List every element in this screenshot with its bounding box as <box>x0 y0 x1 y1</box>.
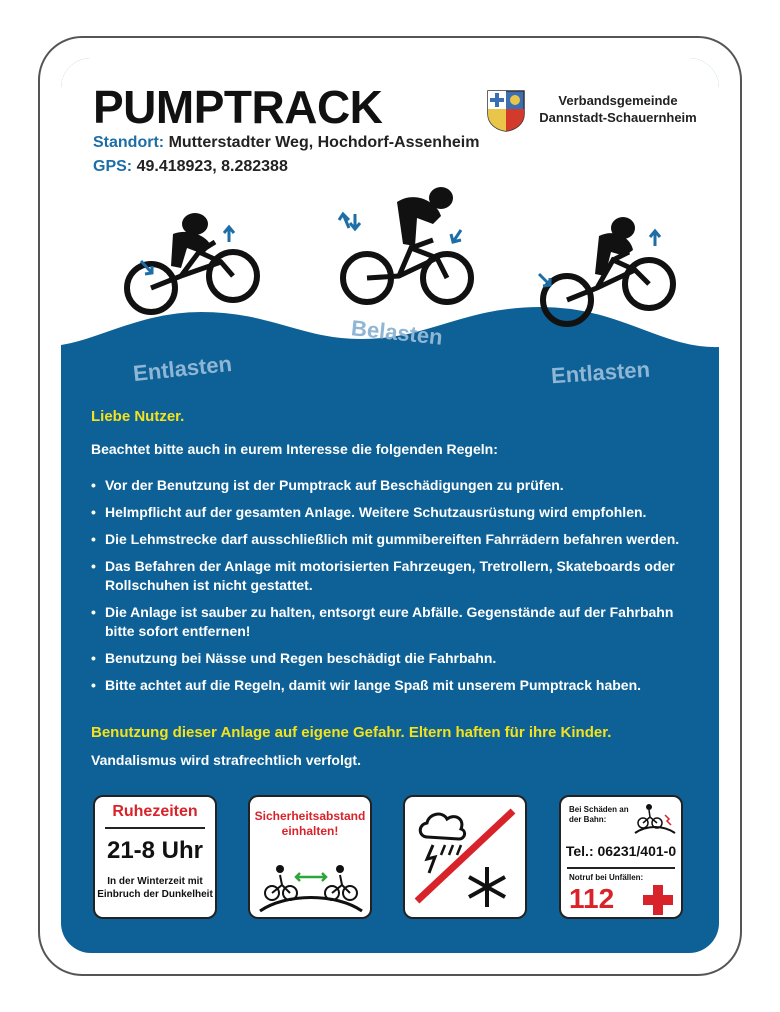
divider <box>105 827 205 829</box>
rider-load-middle-icon <box>333 182 483 312</box>
municipality-line-1: Verbandsgemeinde <box>558 93 678 108</box>
contact-tile <box>559 795 683 919</box>
location-line <box>93 134 479 152</box>
municipality-line-2: Dannstadt-Schauernheim <box>539 110 697 125</box>
rider-unload-left-icon <box>111 206 261 318</box>
phone-number: Tel.: 06231/401-0 <box>565 843 677 859</box>
no-rain-snow-icon <box>405 797 525 917</box>
safety-distance-text: Sicherheitsabstand einhalten! <box>254 809 366 838</box>
municipality-name <box>533 92 703 126</box>
gps-line <box>93 158 288 176</box>
liability-warning: Benutzung dieser Anlage auf eigene Gefahr. Eltern haften für ihre Kinder. <box>91 724 612 741</box>
rule-item: • Die Lehmstrecke darf ausschließlich mit gummibereiften Fahrrädern befahren werden. <box>91 530 701 549</box>
weather-restriction-tile <box>403 795 527 919</box>
red-cross-icon <box>643 885 673 915</box>
two-riders-distance-icon <box>256 857 366 915</box>
quiet-hours-title: Ruhezeiten <box>112 803 198 820</box>
label-unload-left: Entlasten <box>131 350 234 387</box>
vandalism-notice: Vandalismus wird strafrechtlich verfolgt. <box>91 752 361 768</box>
rule-item: • Die Anlage ist sauber zu halten, entsorgt eure Abfälle. Gegenstände auf der Fahrbahn bitte sofort entfernen! <box>91 603 701 641</box>
damaged-track-icon <box>633 803 677 835</box>
rule-item: • Vor der Benutzung ist der Pumptrack auf Beschädigungen zu prüfen. <box>91 476 701 495</box>
quiet-hours-time: 21-8 Uhr <box>106 837 204 864</box>
rule-item: • Das Befahren der Anlage mit motorisierten Fahrzeugen, Tretrollern, Skateboards oder Rollschuhen ist nicht gestattet. <box>91 557 701 595</box>
location-label: Standort: <box>93 134 165 151</box>
greeting: Liebe Nutzer. <box>91 408 185 425</box>
location-value: Mutterstadter Weg, Hochdorf-Assenheim <box>168 134 480 151</box>
sign-panel <box>61 58 719 953</box>
page-title: PUMPTRACK <box>93 81 383 133</box>
quiet-hours-note: In der Winterzeit mit Einbruch der Dunkelheit <box>97 876 213 900</box>
emergency-number: 112 <box>569 883 615 914</box>
rules-list <box>91 476 701 703</box>
rule-item: • Bitte achtet auf die Regeln, damit wir lange Spaß mit unserem Pumptrack haben. <box>91 676 701 695</box>
damage-label: Bei Schäden an der Bahn: <box>569 805 629 824</box>
divider <box>567 867 675 869</box>
gps-value: 49.418923, 8.282388 <box>136 158 288 175</box>
intro-text: Beachtet bitte auch in eurem Interesse die folgenden Regeln: <box>91 441 498 457</box>
rule-item: • Benutzung bei Nässe und Regen beschädigt die Fahrbahn. <box>91 649 701 668</box>
gps-label: GPS: <box>93 158 133 175</box>
municipality-crest-icon <box>487 90 525 132</box>
rider-unload-right-icon <box>531 210 681 330</box>
safety-distance-tile <box>248 795 372 919</box>
label-unload-right: Entlasten <box>550 356 651 389</box>
emergency-label: Notruf bei Unfällen: <box>569 873 644 882</box>
quiet-hours-tile <box>93 795 217 919</box>
rule-item: • Helmpflicht auf der gesamten Anlage. Weitere Schutzausrüstung wird empfohlen. <box>91 503 701 522</box>
label-load-middle: Belasten <box>349 315 444 350</box>
